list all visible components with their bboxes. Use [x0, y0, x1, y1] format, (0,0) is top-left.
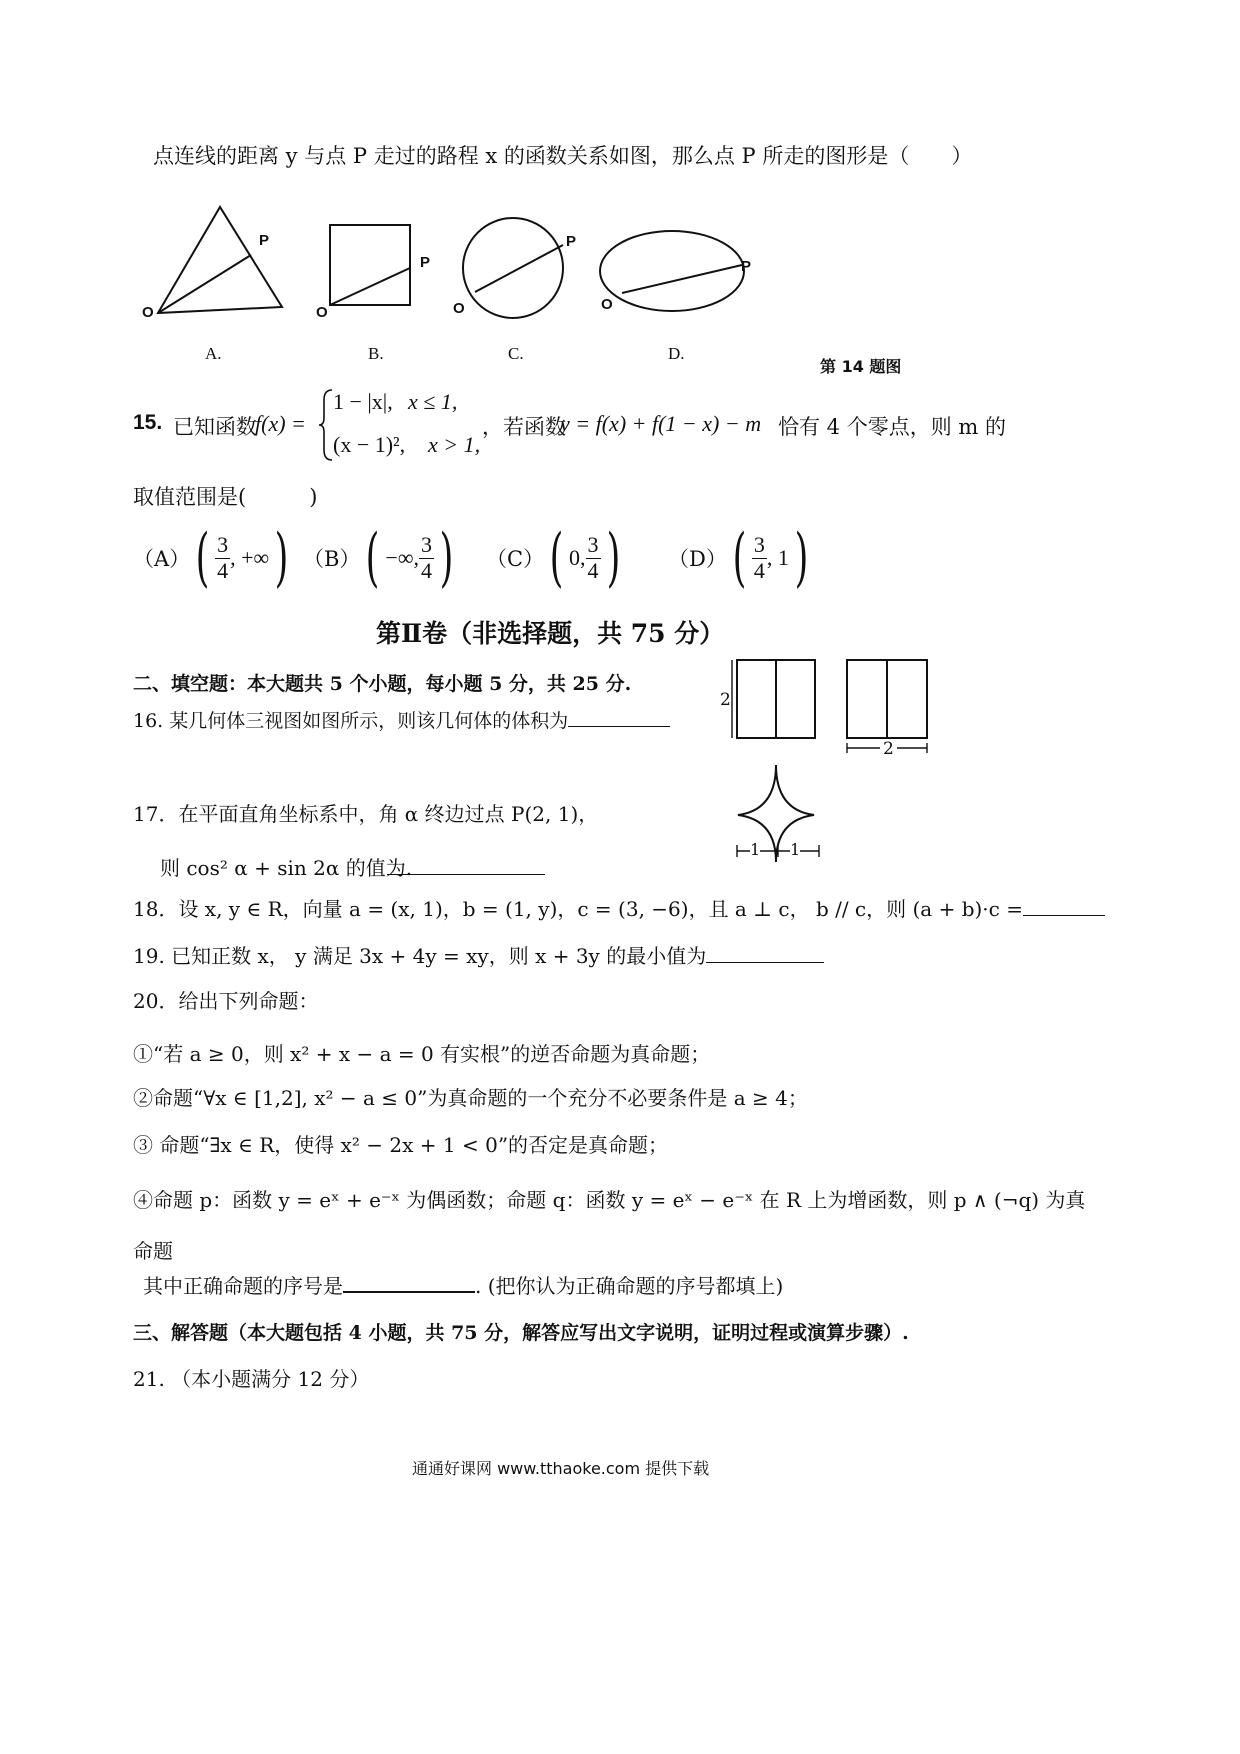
q20-answer-tail: . (把你认为正确命题的序号都填上): [475, 1274, 784, 1298]
option-a-tag: （A）: [133, 547, 191, 571]
q14-figures: [130, 195, 930, 385]
fig-c-p-label: P: [566, 233, 577, 250]
option-a-rest: , +∞: [230, 545, 270, 570]
q15-cond-1: x ≤ 1,: [408, 389, 458, 414]
fig-c-caption: C.: [508, 344, 524, 363]
q19-stem: 19. 已知正数 x， y 满足 3x + 4y = xy，则 x + 3y 的最小值为: [133, 944, 707, 968]
option-d-denominator: 4: [753, 557, 765, 583]
q20-answer-lead: 其中正确命题的序号是: [143, 1274, 343, 1298]
q18-text: [133, 893, 1105, 922]
q15-left-brace: [318, 388, 334, 462]
q16-three-view-figure: [720, 650, 940, 870]
option-b-denominator: 4: [421, 557, 432, 583]
option-c-numerator: 3: [587, 532, 599, 558]
q20-answer-line: [143, 1270, 783, 1299]
figure-b-square: [330, 225, 410, 305]
option-d-numerator: 3: [753, 532, 765, 558]
section-2-heading: 二、填空题：本大题共 5 个小题，每小题 5 分，共 25 分.: [133, 673, 632, 695]
option-b-numerator: 3: [421, 532, 432, 558]
q15-lead: 已知函数: [173, 415, 257, 439]
q15-piece-1: 1 − |x|,: [333, 389, 393, 414]
q20-item-4-continued: 命题: [133, 1239, 173, 1263]
q16-dim-1a: 1: [750, 840, 761, 859]
q20-item-4: ④命题 p：函数 y = eˣ + e⁻ˣ 为偶函数；命题 q：函数 y = eˣ − e⁻ˣ 在 R 上为增函数，则 p ∧ (¬q) 为真: [133, 1188, 1086, 1212]
part-2-title: 第Ⅱ卷（非选择题，共 75 分）: [376, 619, 725, 648]
section-3-heading: 三、解答题（本大题包括 4 小题，共 75 分，解答应写出文字说明，证明过程或演算步骤）.: [133, 1322, 909, 1344]
q16-text: [133, 706, 670, 733]
q15-mid: ，若函数: [482, 415, 566, 439]
fig-d-p-label: P: [741, 258, 752, 275]
figure-c-circle: [463, 218, 563, 318]
fig-a-o-label: O: [142, 304, 154, 321]
fig-d-caption: D.: [668, 344, 685, 363]
fig-a-p-label: P: [259, 232, 270, 249]
q15-number: 15.: [133, 411, 163, 434]
fig-a-caption: A.: [205, 344, 222, 363]
q15-expression: y = f(x) + f(1 − x) − m: [560, 411, 762, 436]
q15-cond-2: x > 1,: [428, 432, 481, 457]
q18-answer-blank: [1023, 915, 1105, 916]
option-d-tag: （D）: [668, 547, 727, 571]
q16-dim-1b: 1: [790, 840, 801, 859]
option-b-left: −∞,: [385, 545, 419, 570]
fig-b-caption: B.: [368, 344, 384, 363]
q19-answer-blank: [706, 962, 824, 963]
option-c-left: 0,: [569, 545, 586, 570]
q15-option-d: （D） ( $\frac{3}{4}$ , 1 ): [668, 521, 809, 595]
fig-b-p-label: P: [420, 254, 431, 271]
q20-item-3: ③ 命题“∃x ∈ R，使得 x² − 2x + 1 < 0”的否定是真命题；: [133, 1133, 669, 1157]
option-b-tag: （B）: [303, 547, 361, 571]
fig-b-o-label: O: [316, 304, 328, 321]
q16-dim-height: 2: [720, 690, 731, 710]
q16-dim-width: 2: [880, 739, 897, 759]
q15-tail: 恰有 4 个零点，则 m 的: [778, 415, 1006, 439]
q16-answer-blank: [568, 726, 670, 727]
q14-figure-caption: 第 14 题图: [820, 357, 902, 376]
q17-line-2-wrap: [160, 852, 412, 881]
q15-piece-2: (x − 1)²,: [333, 432, 406, 457]
option-a-denominator: 4: [217, 557, 229, 583]
q19-text: [133, 940, 824, 969]
q16-stem: 16. 某几何体三视图如图所示，则该几何体的体积为: [133, 710, 569, 732]
fig-c-o-label: O: [453, 300, 465, 317]
figure-d-ellipse: [600, 231, 744, 311]
q17-line-1: 17．在平面直角坐标系中，角 α 终边过点 P(2, 1)，: [133, 802, 599, 826]
option-c-tag: （C）: [486, 547, 545, 571]
option-d-rest: , 1: [766, 545, 789, 570]
q16-bottom-dimension: [735, 843, 821, 859]
q15-option-c: （C） ( 0, $\frac{3}{4}$ ): [486, 521, 620, 595]
option-c-denominator: 4: [587, 557, 599, 583]
q20-lead: 20．给出下列命题：: [133, 989, 319, 1013]
q18-stem: 18．设 x, y ∈ R，向量 a = (x, 1)，b = (1, y)，c = (3, −6)，且 a ⊥ c， b // c，则 (a + b)·c =: [133, 897, 1023, 921]
q14-stem: 点连线的距离 y 与点 P 走过的路程 x 的函数关系如图，那么点 P 所走的图形是（ ）: [153, 144, 973, 168]
figure-a-triangle: [158, 207, 282, 313]
q21-header: 21. （本小题满分 12 分）: [133, 1367, 370, 1391]
option-a-numerator: 3: [217, 532, 229, 558]
q15-line-2: 取值范围是( ): [133, 485, 318, 509]
page-footer: 通通好课网 www.tthaoke.com 提供下载: [412, 1459, 710, 1478]
q15-func-lhs: f(x) =: [255, 411, 306, 436]
q15-option-b: （B） ( −∞, $\frac{3}{4}$ ): [303, 521, 454, 595]
q20-item-1: ①“若 a ≥ 0，则 x² + x − a = 0 有实根”的逆否命题为真命题；: [133, 1042, 711, 1066]
fig-d-o-label: O: [601, 296, 613, 313]
q15-option-a: （A） ( $\frac{3}{4}$ , +∞ ): [133, 521, 289, 595]
q17-answer-blank: [387, 874, 545, 875]
q20-item-2: ②命题“∀x ∈ [1,2], x² − a ≤ 0”为真命题的一个充分不必要条件是 a ≥ 4；: [133, 1086, 808, 1110]
q20-answer-blank: [343, 1291, 475, 1293]
q17-line-2: 则 cos² α + sin 2α 的值为.: [160, 856, 413, 880]
